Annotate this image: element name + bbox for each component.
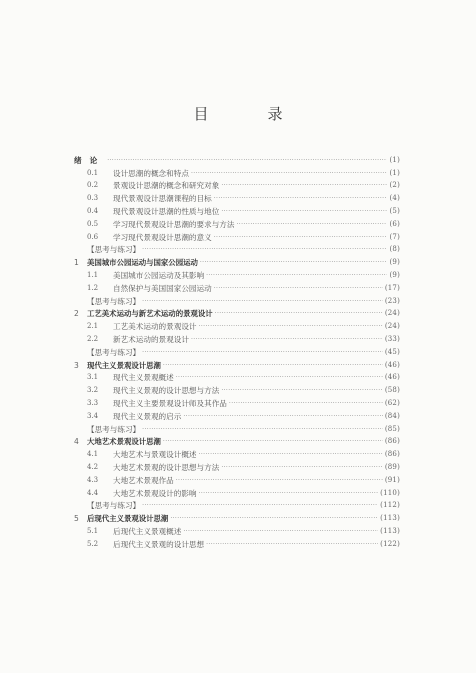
entry-title: 美国城市公园运动与国家公园运动 bbox=[87, 258, 198, 268]
entry-title: 大地艺术景观作品 bbox=[113, 475, 174, 485]
dot-leader bbox=[170, 513, 378, 524]
dot-leader bbox=[163, 436, 383, 447]
dot-leader bbox=[221, 385, 383, 396]
entry-number: 5.1 bbox=[87, 526, 99, 535]
page-title: 目 录 bbox=[193, 105, 305, 123]
toc-entry-chapter bbox=[74, 435, 400, 448]
dot-leader bbox=[142, 244, 387, 255]
page-number: (1) bbox=[389, 168, 400, 177]
toc-entry-section bbox=[74, 191, 400, 204]
dot-leader bbox=[206, 270, 387, 281]
entry-number: 2 bbox=[74, 309, 79, 319]
entry-title: 设计思潮的概念和特点 bbox=[113, 168, 189, 178]
toc-entry-section bbox=[74, 473, 400, 486]
entry-number: 2.2 bbox=[87, 334, 99, 343]
dot-leader bbox=[142, 296, 383, 307]
toc-entry-practice bbox=[74, 422, 400, 435]
entry-title: 【思考与练习】 bbox=[87, 245, 141, 255]
toc-entry-section bbox=[74, 204, 400, 217]
toc-entry-practice bbox=[74, 345, 400, 358]
entry-number: 0.6 bbox=[87, 232, 99, 241]
dot-leader bbox=[191, 334, 383, 345]
entry-title: 后现代主义景观的设计思想 bbox=[113, 539, 205, 549]
page-number: (122) bbox=[380, 539, 400, 548]
page-number: (4) bbox=[389, 194, 400, 203]
dot-leader bbox=[214, 193, 388, 204]
dot-leader bbox=[200, 257, 388, 268]
entry-title: 工艺美术运动与新艺术运动的景观设计 bbox=[87, 309, 213, 319]
entry-number: 3.3 bbox=[87, 398, 99, 407]
entry-title: 新艺术运动的景观设计 bbox=[113, 334, 189, 344]
entry-title: 【思考与练习】 bbox=[87, 347, 141, 357]
toc-entry-section bbox=[74, 371, 400, 384]
entry-number: 1.1 bbox=[87, 270, 99, 279]
entry-title: 现代主义景观概述 bbox=[113, 373, 174, 383]
toc-entry-section bbox=[74, 268, 400, 281]
toc-entry-section bbox=[74, 537, 400, 550]
toc-entry-section bbox=[74, 166, 400, 179]
entry-number: 5 bbox=[74, 514, 79, 524]
toc-entry-section bbox=[74, 332, 400, 345]
page-number: (9) bbox=[389, 258, 400, 267]
page-number: (46) bbox=[384, 360, 400, 369]
toc-entry-section bbox=[74, 319, 400, 332]
entry-title: 景观设计思潮的概念和研究对象 bbox=[113, 181, 220, 191]
entry-title: 绪论 bbox=[74, 155, 106, 165]
entry-number: 4.4 bbox=[87, 488, 99, 497]
entry-title: 工艺美术运动的景观设计 bbox=[113, 322, 197, 332]
toc-entry-chapter bbox=[74, 307, 400, 320]
table-of-contents bbox=[74, 153, 400, 550]
page-number: (112) bbox=[380, 501, 400, 510]
entry-number: 0.4 bbox=[87, 206, 99, 215]
entry-title: 后现代主义景观设计思潮 bbox=[87, 514, 169, 524]
page-number: (5) bbox=[389, 206, 400, 215]
entry-title: 现代景观设计思潮课程的目标 bbox=[113, 194, 212, 204]
toc-entry-chapter bbox=[74, 511, 400, 524]
entry-number: 1.2 bbox=[87, 283, 99, 292]
toc-entry-section bbox=[74, 230, 400, 243]
dot-leader bbox=[221, 206, 387, 217]
entry-title: 美国城市公园运动及其影响 bbox=[113, 270, 205, 280]
page-number: (89) bbox=[384, 462, 400, 471]
entry-number: 1 bbox=[74, 258, 79, 268]
entry-title: 大地艺术景观的设计思想与方法 bbox=[113, 462, 220, 472]
dot-leader bbox=[142, 424, 383, 435]
dot-leader bbox=[176, 475, 383, 486]
toc-entry-practice bbox=[74, 294, 400, 307]
toc-entry-chapter bbox=[74, 255, 400, 268]
page-number: (45) bbox=[384, 347, 400, 356]
page-number: (113) bbox=[380, 514, 400, 523]
page-number: (1) bbox=[389, 155, 400, 164]
toc-entry-practice bbox=[74, 499, 400, 512]
entry-number: 4.3 bbox=[87, 475, 99, 484]
page-number: (9) bbox=[389, 270, 400, 279]
dot-leader bbox=[237, 219, 388, 230]
dot-leader bbox=[199, 488, 379, 499]
entry-number: 4.2 bbox=[87, 462, 99, 471]
dot-leader bbox=[183, 411, 382, 422]
dot-leader bbox=[107, 155, 387, 166]
page-number: (8) bbox=[389, 245, 400, 254]
dot-leader bbox=[221, 462, 383, 473]
entry-title: 现代主义景观设计思潮 bbox=[87, 360, 161, 370]
entry-title: 【思考与练习】 bbox=[87, 424, 141, 434]
entry-number: 3.4 bbox=[87, 411, 99, 420]
dot-leader bbox=[221, 180, 387, 191]
page-number: (86) bbox=[384, 437, 400, 446]
dot-leader bbox=[206, 539, 378, 550]
toc-entry-section bbox=[74, 179, 400, 192]
toc-entry-practice bbox=[74, 243, 400, 256]
entry-number: 4.1 bbox=[87, 450, 99, 459]
dot-leader bbox=[214, 283, 383, 294]
dot-leader bbox=[183, 526, 378, 537]
dot-leader bbox=[199, 449, 383, 460]
entry-number: 0.2 bbox=[87, 181, 99, 190]
toc-entry-section bbox=[74, 524, 400, 537]
page-number: (91) bbox=[384, 475, 400, 484]
page-number: (110) bbox=[380, 488, 400, 497]
entry-title: 学习现代景观设计思潮的意义 bbox=[113, 232, 212, 242]
entry-title: 【思考与练习】 bbox=[87, 296, 141, 306]
entry-title: 大地艺术景观设计思潮 bbox=[87, 437, 161, 447]
entry-title: 现代景观设计思潮的性质与地位 bbox=[113, 206, 220, 216]
entry-title: 自然保护与美国国家公园运动 bbox=[113, 283, 212, 293]
page-number: (62) bbox=[384, 398, 400, 407]
toc-entry-chapter bbox=[74, 358, 400, 371]
page-number: (85) bbox=[384, 424, 400, 433]
entry-number: 0.1 bbox=[87, 168, 99, 177]
entry-number: 2.1 bbox=[87, 322, 99, 331]
toc-entry-section bbox=[74, 383, 400, 396]
dot-leader bbox=[214, 232, 388, 243]
toc-entry-section bbox=[74, 409, 400, 422]
toc-entry-section bbox=[74, 217, 400, 230]
entry-title: 大地艺术景观设计的影响 bbox=[113, 488, 197, 498]
toc-entry-section bbox=[74, 447, 400, 460]
toc-entry-intro bbox=[74, 153, 400, 166]
entry-title: 学习现代景观设计思潮的要求与方法 bbox=[113, 219, 235, 229]
entry-number: 0.5 bbox=[87, 219, 99, 228]
dot-leader bbox=[163, 360, 383, 371]
page-number: (46) bbox=[384, 373, 400, 382]
entry-number: 5.2 bbox=[87, 539, 99, 548]
page-number: (6) bbox=[389, 219, 400, 228]
entry-title: 大地艺术与景观设计概述 bbox=[113, 450, 197, 460]
page-number: (24) bbox=[384, 322, 400, 331]
entry-title: 【思考与练习】 bbox=[87, 501, 141, 511]
page-number: (23) bbox=[384, 296, 400, 305]
toc-entry-section bbox=[74, 460, 400, 473]
entry-title: 后现代主义景观概述 bbox=[113, 526, 182, 536]
page-number: (24) bbox=[384, 309, 400, 318]
page-number: (7) bbox=[389, 232, 400, 241]
entry-number: 0.3 bbox=[87, 194, 99, 203]
entry-title: 现代主义景观的启示 bbox=[113, 411, 182, 421]
toc-entry-section bbox=[74, 486, 400, 499]
entry-number: 4 bbox=[74, 437, 79, 447]
entry-title: 现代主义主要景观设计师及其作品 bbox=[113, 398, 227, 408]
entry-title: 现代主义景观的设计思想与方法 bbox=[113, 386, 220, 396]
dot-leader bbox=[191, 168, 388, 179]
dot-leader bbox=[176, 372, 383, 383]
page-number: (2) bbox=[389, 181, 400, 190]
toc-entry-section bbox=[74, 396, 400, 409]
dot-leader bbox=[229, 398, 383, 409]
entry-number: 3.2 bbox=[87, 386, 99, 395]
dot-leader bbox=[142, 500, 378, 511]
entry-number: 3 bbox=[74, 360, 79, 370]
page-number: (33) bbox=[384, 334, 400, 343]
toc-entry-section bbox=[74, 281, 400, 294]
page-number: (86) bbox=[384, 450, 400, 459]
page-number: (58) bbox=[384, 386, 400, 395]
dot-leader bbox=[215, 308, 383, 319]
dot-leader bbox=[142, 347, 383, 358]
entry-number: 3.1 bbox=[87, 373, 99, 382]
page-number: (113) bbox=[380, 526, 400, 535]
page-number: (84) bbox=[384, 411, 400, 420]
page-number: (17) bbox=[384, 283, 400, 292]
dot-leader bbox=[199, 321, 383, 332]
